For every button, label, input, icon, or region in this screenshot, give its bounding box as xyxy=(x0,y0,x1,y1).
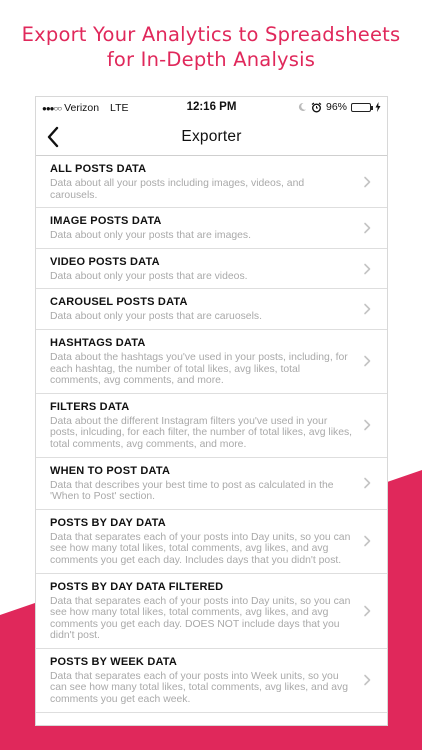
navigation-bar xyxy=(36,119,387,156)
battery-percent: 96% xyxy=(325,101,347,113)
export-option-title: VIDEO POSTS DATA xyxy=(50,255,160,268)
export-option-description: Data about the different Instagram filters you've used in your posts, inlcuding, for each filter, the number of total likes, avg likes, total comments, avg comments, and more. xyxy=(50,415,353,450)
chevron-right-icon xyxy=(361,477,373,489)
chevron-right-icon xyxy=(361,222,373,234)
chevron-right-icon xyxy=(361,419,373,431)
export-option-title: FILTERS DATA xyxy=(50,400,130,413)
export-option-row[interactable] xyxy=(36,394,387,458)
export-options-list xyxy=(36,156,387,713)
export-option-row[interactable] xyxy=(36,458,387,510)
export-option-title: POSTS BY WEEK DATA xyxy=(50,655,178,668)
export-option-title: HASHTAGS DATA xyxy=(50,336,146,349)
chevron-right-icon xyxy=(361,176,373,188)
export-option-title: ALL POSTS DATA xyxy=(50,163,147,175)
chevron-right-icon xyxy=(361,263,373,275)
export-option-description: Data about only your posts that are images. xyxy=(50,230,251,242)
export-option-title: POSTS BY DAY DATA FILTERED xyxy=(50,580,224,593)
export-option-title: CAROUSEL POSTS DATA xyxy=(50,296,188,309)
export-option-description: Data about all your posts including images, videos, and carousels. xyxy=(50,178,305,201)
export-option-row[interactable] xyxy=(36,289,387,330)
charging-bolt-icon xyxy=(375,102,381,112)
export-option-title: IMAGE POSTS DATA xyxy=(50,215,162,228)
status-bar xyxy=(36,97,387,119)
export-option-description: Data about only your posts that are caruosels. xyxy=(50,311,262,323)
chevron-right-icon xyxy=(361,535,373,547)
promo-headline xyxy=(0,22,422,72)
carrier-name: Verizon xyxy=(64,102,100,114)
export-option-row[interactable] xyxy=(36,208,387,249)
status-time: 12:16 PM xyxy=(186,101,237,113)
moon-icon xyxy=(297,102,307,112)
export-option-row[interactable] xyxy=(36,574,387,649)
export-option-row[interactable] xyxy=(36,510,387,574)
export-option-row[interactable] xyxy=(36,156,387,208)
phone-screen xyxy=(36,97,387,725)
headline-line-2: for In-Depth Analysis xyxy=(106,48,316,71)
export-option-row[interactable] xyxy=(36,649,387,713)
signal-strength-icon: ●●●○○ xyxy=(42,104,62,113)
export-option-description: Data that separates each of your posts into Week units, so you can see how many total likes, total comments, avg likes, and avg comments you get each week. xyxy=(50,670,349,706)
export-option-row[interactable] xyxy=(36,249,387,290)
export-option-description: Data that separates each of your posts into Day units, so you can see how many total likes, total comments, avg likes, and avg comments you get each day. DOES NOT include days that you didn't post. xyxy=(50,595,351,642)
chevron-right-icon xyxy=(361,355,373,367)
chevron-right-icon xyxy=(361,605,373,617)
chevron-right-icon xyxy=(361,674,373,686)
export-option-description: Data about only your posts that are videos. xyxy=(50,270,248,282)
export-option-title: POSTS BY DAY DATA xyxy=(50,516,166,529)
export-option-title: WHEN TO POST DATA xyxy=(50,464,171,477)
page-title: Exporter xyxy=(181,128,242,145)
battery-icon xyxy=(351,103,371,112)
export-option-description: Data about the hashtags you've used in your posts, including, for each hashtag, the number of total likes, avg likes, total comments, avg comments, and more. xyxy=(50,351,348,387)
status-right xyxy=(297,101,381,113)
export-option-description: Data that separates each of your posts into Day units, so you can see how many total likes, total comments, avg likes, and avg comments you get each day. Includes days that you didn't post. xyxy=(50,531,351,566)
network-type: LTE xyxy=(110,102,129,114)
export-option-row[interactable] xyxy=(36,330,387,394)
export-option-description: Data that describes your best time to post as calculated in the 'When to Post' section. xyxy=(50,479,334,503)
alarm-icon xyxy=(311,102,322,113)
chevron-right-icon xyxy=(361,303,373,315)
headline-line-1: Export Your Analytics to Spreadsheets xyxy=(21,23,401,46)
